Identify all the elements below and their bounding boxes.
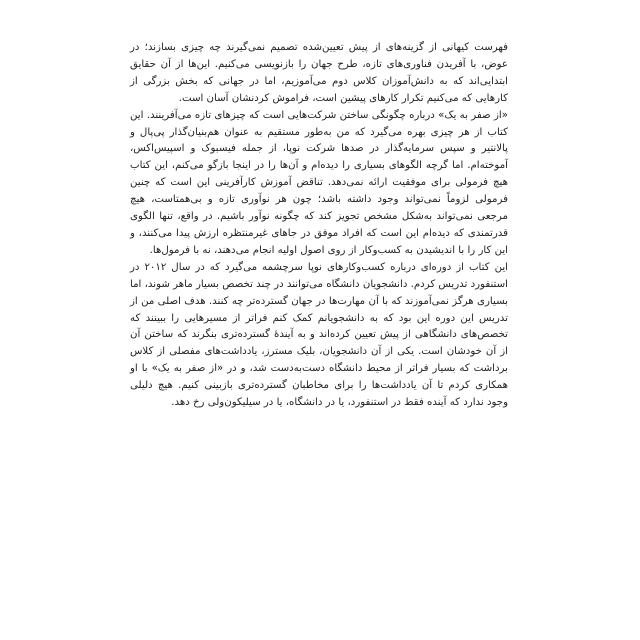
paragraph-2: «از صفر به یک» درباره چگونگی ساختن شرکت‌هایی است که چیزهای تازه می‌آفرینند. این کتاب از هر چیزی بهره می‌گیرد که من به‌طور مستقیم به عنوان هم‌بنیان‌گذار پی‌پال و پالانتیر و سپس سرمایه‌گذار در صدها شرکت نوپا، از جمله فیسبوک و اسپیس‌اکس، آموخته‌ام. اما گرچه الگوهای بسیاری را دیده‌ام و آن‌ها را در اینجا بازگو می‌کنم، این کتاب هیچ فرمولی برای موفقیت ارائه نمی‌دهد. تناقض آموزش کارآفرینی این است که چنین فرمولی لزوماً نمی‌تواند وجود داشته باشد؛ چون هر نوآوری تازه و بی‌همتاست، هیچ مرجعی نمی‌تواند به‌شکل مشخص تجویز کند که چگونه نوآور باشیم. در واقع، تنها الگوی قدرتمندی که دیده‌ام این است که افراد موفق در جاهای غیرمنتظره ارزش پیدا می‌کنند، و این کار را با اندیشیدن به کسب‌وکار از روی اصول اولیه انجام می‌دهند، نه با فرمول‌ها.: [130, 109, 508, 256]
paragraph-1: فهرست کیهانی از گزینه‌های از پیش تعیین‌شده تصمیم نمی‌گیرند چه چیزی بسازند؛ در عوض، با آفریدن فناوری‌های تازه، طرح جهان را بازنویسی می‌کنیم. این‌ها از آن حقایق ابتدایی‌اند که به دانش‌آموزان کلاس دوم می‌آموزیم، اما در جهانی که بخش بزرگی از کارهایی که می‌کنیم تکرار کارهای پیشین است، فراموش کردنشان آسان است.: [130, 42, 508, 104]
paragraph-3: این کتاب از دوره‌ای درباره کسب‌وکارهای نوپا سرچشمه می‌گیرد که در سال ۲۰۱۲ در استنفورد تدریس کردم. دانشجویان دانشگاه می‌توانند در چند تخصص بسیار ماهر شوند، اما بسیاری هرگز نمی‌آموزند که با آن مهارت‌ها در جهان گسترده‌تر چه کنند. هدف اصلی من از تدریس این دوره این بود که به دانشجویانم کمک کنم فراتر از مسیرهایی را ببینند که تخصص‌های دانشگاهی از پیش تعیین کرده‌اند و به آینده‌ٔ گسترده‌تری بنگرند که ساختن آن از آن خودشان است. یکی از آن دانشجویان، بلیک مسترز، یادداشت‌های مفصلی از کلاس برداشت که بسیار فراتر از محیط دانشگاه دست‌به‌دست شد، و در «از صفر به یک» با او همکاری کردم تا آن یادداشت‌ها را برای مخاطبان گسترده‌تری بازبینی کنیم. هیچ دلیلی وجود ندارد که آینده فقط در استنفورد، یا در دانشگاه، یا در سیلیکون‌ولی رخ دهد.: [130, 261, 508, 409]
body-text: [130, 40, 508, 412]
